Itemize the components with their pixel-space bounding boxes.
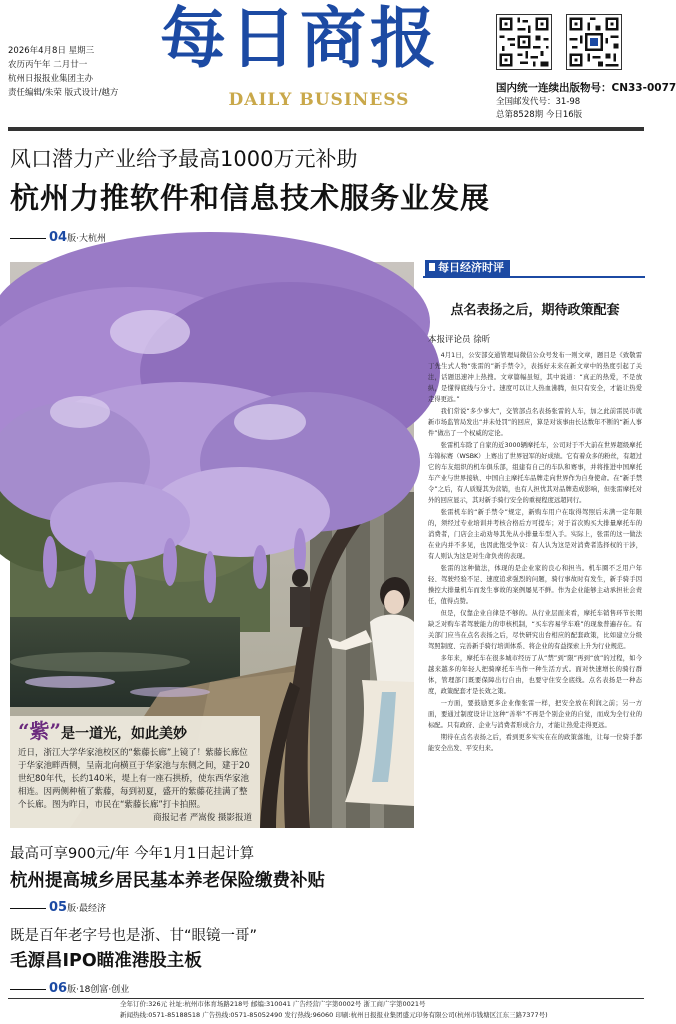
commentary-paragraph: 张雷的这种做法，体现的是企业家的良心和担当。机车圈不乏用户年轻、驾驶经验不足、速度追求强烈的问题，骑行事故时有发生，新手骑手因操控大排量机车而发生事故的案例屡见不鲜。作为企业能够主动承担社会责任，值得点赞。 [428, 565, 642, 605]
commentary-paragraph: 张雷机车的“新手禁令”规定，新购车用户在取得驾照后未满一定年限的，须经过专业培训并考核合格后方可提车；对于首次购买大排量摩托车的消费者，门店会主动劝导其先从小排量车型入手。实际上，张雷的这一做法在业内并不多见，也因此饱受争议：有人认为这是对消费者选择权的干涉，有人则认为这是对生命负责的表现。 [428, 509, 642, 560]
divider [10, 989, 46, 990]
divider [10, 238, 46, 239]
commentary-paragraph: 多年来，摩托车在很多城市经历了从“禁”到“限”再到“放”的过程，如今越来越多的年轻人把骑摩托车当作一种生活方式。面对快速增长的骑行群体，管理部门既要保障出行自由，也要守住安全底线。点名表扬是一种态度，政策配套才是长效之策。 [428, 655, 642, 695]
masthead-rule [8, 127, 644, 131]
photo-credit: 商报记者 严嵩俊 摄影报道 [153, 813, 252, 823]
cn-number: 国内统一连续出版物号：CN33-0077 [496, 82, 676, 94]
column-banner [423, 260, 645, 278]
story-subtitle: 既是百年老字号也是浙、甘“眼镜一哥” [10, 928, 258, 944]
page-number: 05 [49, 900, 68, 915]
newspaper-logo: 每日商报 [160, 0, 440, 77]
page-number: 04 [49, 230, 68, 245]
editors: 责任编辑/朱荣 版式设计/越方 [8, 88, 119, 98]
commentary-paragraph: 张雷机车除了自家的近3000辆摩托车，公司对于不大前在世界超级摩托车锦标赛（WSBK）上赛出了世界冠军的好成绩。它有着众多的粉丝，有超过它的车友组织的机车俱乐部，组建有自己的车队和赛事，并将推进中国摩托车产业与世界接轨、中国自主摩托车品牌走向世界作为自身使命。在“新手禁令”之后，有人质疑其为营销，也有人担忧其对品牌造成影响，但张雷摩托对外的回应显示，其对新手骑行安全的重视程度远超同行。 [428, 442, 642, 504]
newspaper-logo-en: DAILY BUSINESS [228, 90, 410, 110]
page-reference[interactable] [10, 232, 106, 245]
commentary-paragraph: 我们常说“多少事大”，交管部点名表扬张雷的人车，加之此前雷民市就新市场监管局发出“并未处罚”的回应，算是对该事由长达数年不断的“新人事件”做出了一个权威的定论。 [428, 408, 642, 437]
caption-title [18, 719, 252, 743]
caption-text: 近日，浙江大学华家池校区的“紫藤长廊”上镜了！紫藤长廊位于华家池畔西侧，呈南北向横亘于华家池与东侧之间，建于20世纪80年代，长约140米，堤上有一座石拱桥，使东西华家池相连。因两侧种植了紫藤，每到初夏，盛开的紫藤花挂满了整个长廊。图为昨日，市民在“紫藤长廊”打卡拍照。 [18, 748, 250, 810]
masthead [0, 0, 676, 128]
qr-code-icon [566, 14, 622, 70]
commentary-paragraph: 期待在点名表扬之后，看到更多实实在在的政策落地，让每一位骑手都能安全出发、平安归来。 [428, 734, 642, 752]
postal-code: 全国邮发代号：31-98 [496, 96, 581, 107]
commentary-paragraph: 但是，仅靠企业自律是不够的。从行业层面来看，摩托车销售环节长期缺乏对购车者驾驶能力的审核机制，“买车容易学车难”的现象普遍存在。有关部门应当在点名表扬之后，尽快研究出台相应的配套政策，比如建立分级驾照制度、完善新手骑行培训体系、将企业的有益探索上升为行业规范。 [428, 610, 642, 650]
footer-line: 全年订价:326元 社址:杭州市体育场路218号 邮编:310041 广告经营广字第0002号 浙工商广字第0021号 [120, 1000, 426, 1008]
story-headline[interactable]: 毛源昌IPO瞄准港股主板 [10, 951, 202, 971]
publication-numbers [496, 82, 676, 123]
square-icon [429, 263, 435, 271]
commentary-paragraph: 4月1日，公安部交通管理局微信公众号发布一则文章，题目是《致敬雷丁先生式人物“张雷的”新手禁令》，表扬好未来在新文章中的热度引起了关注，话题迅速冲上热搜。文章篇幅虽短，其中说道：“真正的热爱，不是放纵，是懂得底线与分寸。速度可以让人热血沸腾，但只有安全，才能让热爱走得更远。” [428, 352, 642, 403]
story-subtitle: 最高可享900元/年 今年1月1日起计算 [10, 846, 255, 862]
issue-date: 2026年4月8日 星期三 [8, 46, 95, 56]
publisher: 杭州日报报业集团主办 [8, 74, 94, 84]
footer [8, 998, 644, 1022]
commentary-paragraph: 一方面，要鼓励更多企业像张雷一样，把安全放在利润之前；另一方面，要通过制度设计让这种“善举”不再是个别企业的自觉，而成为全行业的标配。只有政府、企业与消费者形成合力，才能让热爱走得更远。 [428, 700, 642, 729]
footer-line: 新闻热线:0571-85188518 广告热线:0571-85052490 发行热线:96060 印刷:杭州日报报业集团盛元印务有限公司(杭州市钱塘区江东三路7377号) [120, 1011, 548, 1019]
qr-code-icon [496, 14, 552, 70]
lead-headline[interactable]: 杭州力推软件和信息技术服务业发展 [10, 181, 491, 215]
page-label: 版·最经济 [67, 904, 106, 914]
commentary-byline: 本报评论员 徐昕 [428, 335, 491, 345]
page-label: 版·18创富·创业 [67, 985, 130, 995]
divider [10, 908, 46, 909]
page-reference[interactable] [10, 902, 106, 915]
lead-subtitle: 风口潜力产业给予最高1000万元补助 [10, 147, 358, 171]
photo-caption [10, 716, 260, 828]
story-headline[interactable]: 杭州提高城乡居民基本养老保险缴费补贴 [10, 871, 325, 891]
commentary-body [428, 350, 642, 1012]
column-tag [425, 260, 510, 276]
commentary-title[interactable]: 点名表扬之后，期待政策配套 [450, 303, 620, 318]
caption-title-mark: “紫” [18, 719, 62, 743]
masthead-info [8, 44, 158, 100]
column-tag-label: 每日经济时评 [438, 261, 504, 274]
issue-number: 总第8528期 今日16版 [496, 110, 583, 120]
page-reference[interactable] [10, 983, 129, 996]
caption-title-text: 是一道光，如此美妙 [61, 726, 188, 742]
page-label: 版·大杭州 [67, 234, 106, 244]
lunar-date: 农历丙午年 二月廿一 [8, 60, 88, 70]
page-number: 06 [49, 981, 68, 996]
